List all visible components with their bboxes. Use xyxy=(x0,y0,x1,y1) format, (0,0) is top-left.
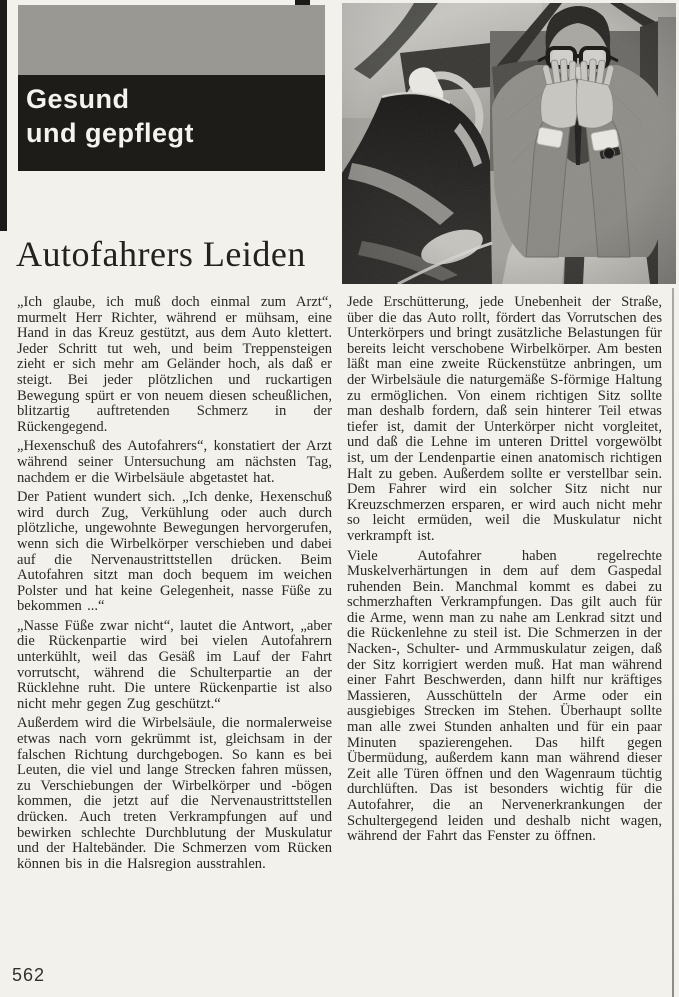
page-number: 562 xyxy=(12,965,46,985)
paragraph: Viele Autofahrer haben regelrechte Muskelverhärtungen in dem auf dem Gaspedal ruhenden Bein. Manchmal kommt es dabei zu schmerzhaften Verkrampfungen. Das gilt auch für die Arme, wenn man zu nahe am Lenkrad sitzt und die Rückenlehne zu steil ist. Die Schmerzen in der Nacken-, Schulter- und Armmuskulatur zeigen, daß der Sitz korrigiert werden muß. Hat man während einer Fahrt Beschwerden, dann hilft nur kräftiges Massieren, Ausschütteln der Arme oder ein ausgiebiges Strecken im Stehen. Überhaupt sollte man alle zwei Stunden anhalten und für ein paar Minuten spazierengehen. Das hilft gegen Übermüdung, außerdem kann man während dieser Zeit alle Türen öffnen und den Wagenraum tüchtig durchlüften. Das ist besonders wichtig für die Autofahrer, die an Nervenerkrankungen der Schultergegend leiden und deshalb nicht wagen, während der Fahrt das Fenster zu öffnen. xyxy=(347,547,662,845)
paragraph: Der Patient wundert sich. „Ich denke, Hexenschuß wird durch Zug, Verkühlung oder auch durch plötzliche, ungewohnte Bewegungen hervorgerufen, wenn sich die Wirbelkörper verschieben und dabei auf die Nervenaustrittstellen drücken. Beim Autofahren sitzt man doch bequem im weichen Polster und hat keine Gelegenheit, nasse Füße zu bekommen ...“ xyxy=(17,489,332,615)
photo-grain xyxy=(342,3,676,284)
page-edge-shadow xyxy=(0,0,7,231)
section-header xyxy=(18,5,325,171)
article-photo xyxy=(342,3,676,284)
article-right-column xyxy=(347,295,662,872)
article-body xyxy=(17,295,662,872)
article-title: Autofahrers Leiden xyxy=(16,234,306,274)
paragraph: Außerdem wird die Wirbelsäule, die normalerweise etwas nach vorn gekrümmt ist, gleichsam in der falschen Richtung durchgebogen. So kann es bei Leuten, die viel und lange Strecken fahren müssen, zu Verschiebungen der Wirbelkörper und -bögen kommen, die jetzt auf die Nervenaustrittstellen drücken. Auch treten Verkrampfungen auf und bewirken schlechte Durchblutung der Muskulatur und der Haltebänder. Die Schmerzen vom Rücken können bis in die Halsregion ausstrahlen. xyxy=(17,715,332,872)
section-label-line2: und gepflegt xyxy=(26,118,194,148)
section-header-black-band xyxy=(18,75,325,171)
paragraph: Jede Erschütterung, jede Unebenheit der Straße, über die das Auto rollt, fördert das Vorrutschen des Unterkörpers und bringt zusätzliche Belastungen für bereits leicht verschobene Wirbelkörper. Am besten läßt man eine zweite Rückenstütze anbringen, um der Wirbelsäule die naturgemäße S-förmige Haltung zu ermöglichen. Von einem richtigen Sitz sollte man deshalb fordern, daß sein hinterer Teil etwas tiefer ist, damit der Unterkörper nicht vorgleitet, und daß die Lehne im unteren Drittel vorgewölbt ist, um der Lendenpartie einen anatomisch richtigen Halt zu geben. Außerdem sollte er verstellbar sein. Dem Fahrer wird ein solcher Sitz nicht nur Kreuzschmerzen ersparen, er wird auch nicht mehr so leicht ermüden, weil die Muskulatur nicht verkrampft ist. xyxy=(347,294,662,544)
article-left-column xyxy=(17,295,332,872)
paragraph: „Hexenschuß des Autofahrers“, konstatiert der Arzt während seiner Untersuchung am nächsten Tag, nachdem er die Wirbelsäule abgetastet hat. xyxy=(17,438,332,486)
page-gutter-line xyxy=(672,288,674,997)
photo-illustration xyxy=(342,3,676,284)
paragraph: „Nasse Füße zwar nicht“, lautet die Antwort, „aber die Rückenpartie wird bei vielen Autofahrern unterkühlt, weil das Gesäß im Lauf der Fahrt vorrutscht, während die Schulterpartie an der Rücklehne ruht. Die untere Rückenpartie ist also nicht mehr gegen Zug geschützt.“ xyxy=(17,617,332,712)
section-label-line1: Gesund xyxy=(26,84,130,114)
paragraph: „Ich glaube, ich muß doch einmal zum Arzt“, murmelt Herr Richter, während er mühsam, eine Hand in das Kreuz gestützt, aus dem Auto klettert. Jeder Schritt tut weh, und beim Treppensteigen zieht er sich mehr am Geländer hoch, als daß er steigt. Bei jeder plötzlichen und ruckartigen Bewegung spürt er von neuem diesen scheußlichen, blitzartig auftretenden Schmerz in der Rückengegend. xyxy=(17,294,332,435)
section-header-gray-band xyxy=(18,5,325,75)
